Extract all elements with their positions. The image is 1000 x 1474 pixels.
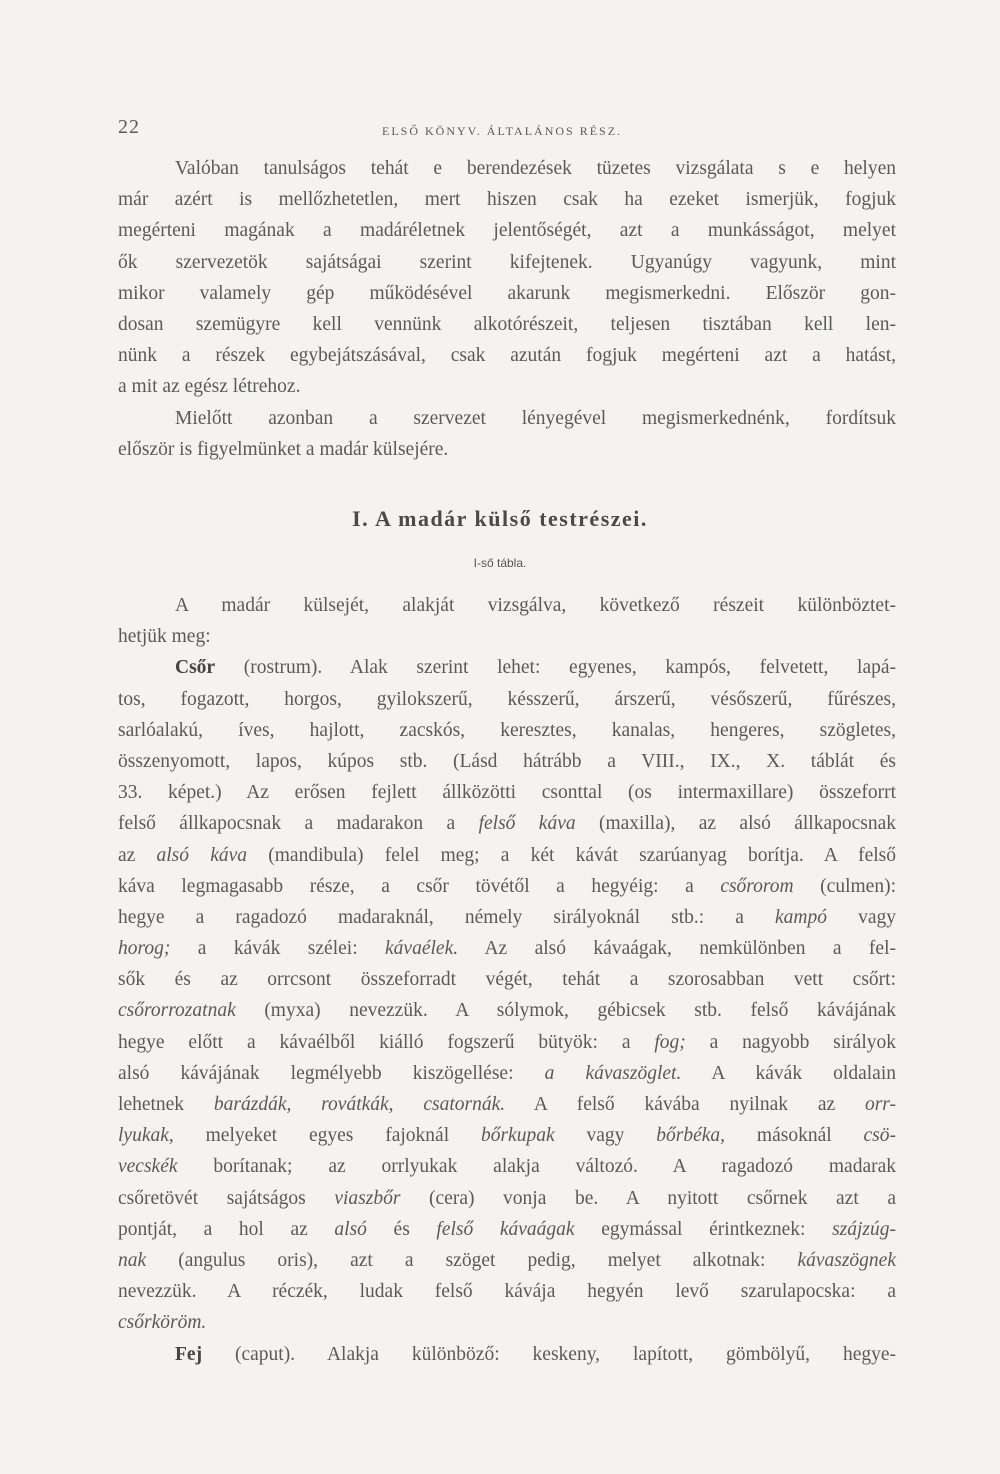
text-line: tos, fogazott, horgos, gyilokszerű, késszerű, árszerű, vésőszerű, fűrészes,	[118, 688, 896, 710]
text-line: hetjük meg:	[118, 626, 211, 648]
text-line: az alsó káva (mandibula) felel meg; a két kávát szarúanyag borítja. A felső	[118, 844, 897, 866]
text-line: felső állkapocsnak a madarakon a felső káva (maxilla), az alsó állkapocsnak	[118, 813, 897, 835]
paragraph-intro	[118, 153, 896, 465]
term-csor: Csőr	[175, 657, 216, 679]
text-line: először is figyelmünket a madár külsejére.	[118, 438, 449, 460]
text-line: Csőr (rostrum). Alak szerint lehet: egyenes, kampós, felvetett, lapá-	[175, 657, 896, 679]
text-line: 33. képet.) Az erősen fejlett állközötti csonttal (os intermaxillare) összeforrt	[118, 782, 896, 804]
paragraph-body	[118, 590, 896, 1370]
text-line: nak (angulus oris), azt a szöget pedig, melyet alkotnak: kávaszögnek	[118, 1249, 896, 1271]
section-title: I. A madár külső testrészei.	[352, 506, 648, 531]
text-line: vecskék borítanak; az orrlyukak alakja változó. A ragadozó madarak	[118, 1156, 896, 1178]
text-line: pontját, a hol az alsó és felső kávaágak egymással érintkeznek: szájzúg-	[118, 1218, 896, 1240]
text-line: hegye előtt a kávaélből kiálló fogszerű bütyök: a fog; a nagyobb sirályok	[118, 1031, 896, 1053]
text-line: sarlóalakú, íves, hajlott, zacskós, keresztes, kanalas, hengeres, szögletes,	[118, 719, 896, 741]
text-line: lehetnek barázdák, rovátkák, csatornák. A felső kávába nyilnak az orr-	[118, 1094, 896, 1115]
text-line: csőretövét sajátságos viaszbőr (cera) vonja be. A nyitott csőrnek azt a	[118, 1187, 896, 1209]
text-line: már azért is mellőzhetetlen, mert hiszen csak ha ezeket ismerjük, fogjuk	[118, 189, 896, 211]
text-line: ők szervezetök sajátságai szerint kifejtenek. Ugyanúgy vagyunk, mint	[118, 251, 896, 273]
text-line: a mit az egész létrehoz.	[118, 376, 301, 398]
text-line: alsó kávájának legmélyebb kiszögellése: a kávaszöglet. A kávák oldalain	[118, 1062, 896, 1084]
text-line: nevezzük. A réczék, ludak felső kávája hegyén levő szarulapocska: a	[118, 1281, 896, 1303]
text-line: megérteni magának a madáréletnek jelentőségét, azt a munkásságot, melyet	[118, 220, 896, 242]
text-line: lyukak, melyeket egyes fajoknál bőrkupak vagy bőrbéka, másoknál csö-	[118, 1125, 897, 1147]
text-line: csőrorrozatnak (myxa) nevezzük. A sólymok, gébicsek stb. felső kávájának	[118, 1000, 896, 1022]
text-line: dosan szemügyre kell vennünk alkotórészeit, teljesen tisztában kell len-	[118, 313, 896, 335]
text-line: Fej (caput). Alakja különböző: keskeny, lapított, gömbölyű, hegye-	[175, 1343, 896, 1365]
text-line: Mielőtt azonban a szervezet lényegével megismerkednénk, fordítsuk	[175, 407, 896, 429]
text-line: A madár külsejét, alakját vizsgálva, következő részeit különböztet-	[175, 595, 896, 616]
text-line: nünk a részek egybejátszásával, csak azután fogjuk megérteni azt a hatást,	[118, 345, 896, 367]
plate-reference: I-ső tábla.	[473, 556, 527, 570]
text-line: hegye a ragadozó madaraknál, némely sirályoknál stb.: a kampó vagy	[118, 906, 896, 928]
text-line: káva legmagasabb része, a csőr tövétől a hegyéig: a csőrorom (culmen):	[118, 875, 896, 897]
text-line: sők és az orrcsont összeforradt végét, tehát a szorosabban vett csőrt:	[118, 969, 896, 991]
text-line: horog; a kávák szélei: kávaélek. Az alsó kávaágak, nemkülönben a fel-	[118, 938, 896, 960]
text-line: összenyomott, lapos, kúpos stb. (Lásd hátrább a VIII., IX., X. táblát és	[118, 750, 896, 772]
term-fej: Fej	[175, 1343, 203, 1365]
page-number: 22	[118, 116, 140, 138]
text-line: Valóban tanulságos tehát e berendezések tüzetes vizsgálata s e helyen	[175, 158, 896, 179]
running-head: ELSŐ KÖNYV. ÁLTALÁNOS RÉSZ.	[382, 124, 623, 138]
text-line: mikor valamely gép működésével akarunk megismerkedni. Először gon-	[118, 282, 896, 304]
text-line: csőrköröm.	[118, 1312, 207, 1334]
